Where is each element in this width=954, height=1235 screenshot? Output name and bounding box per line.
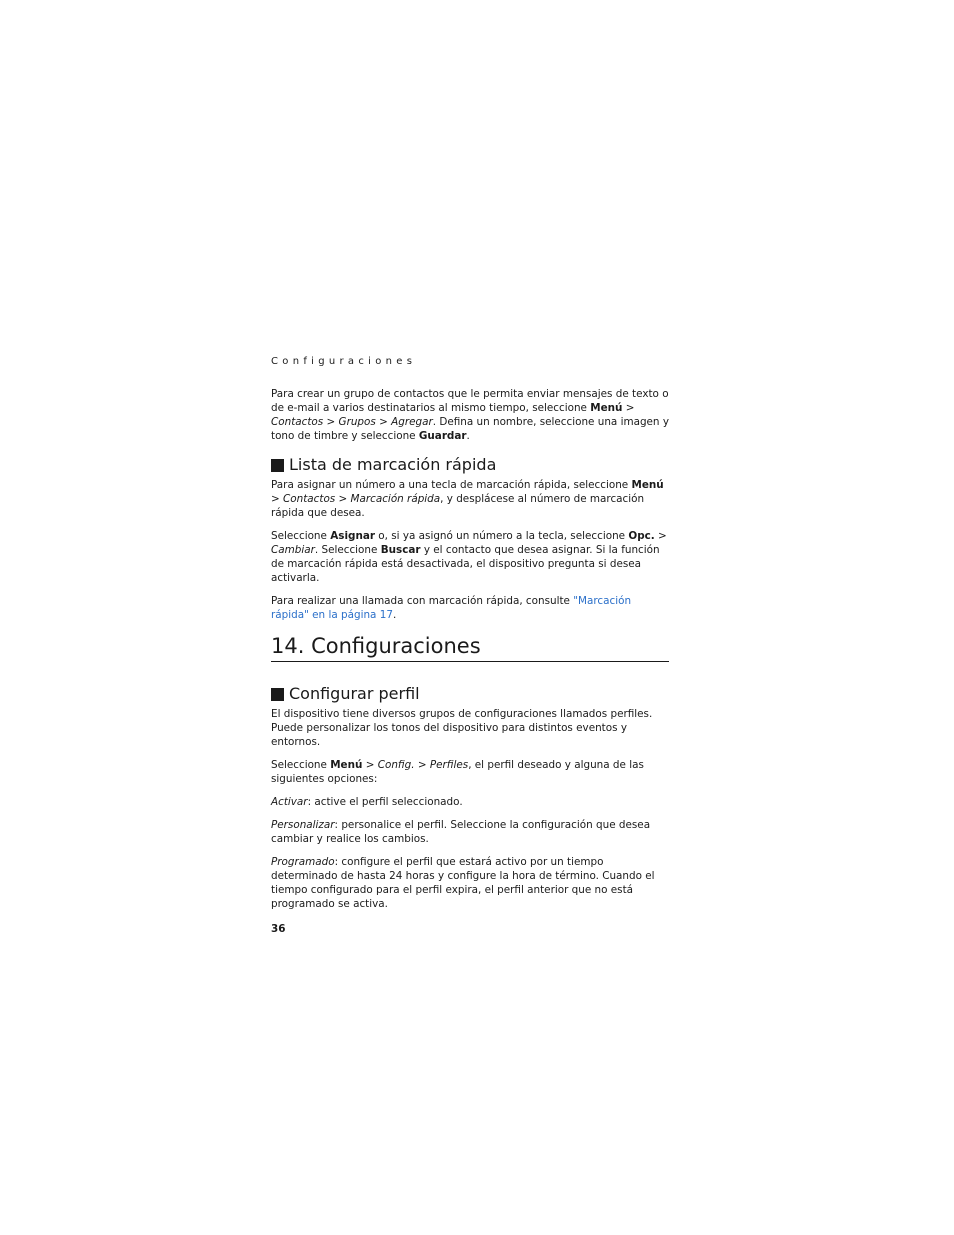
profile-paragraph-2: Seleccione Menú > Config. > Perfiles, el perfil deseado y alguna de las siguientes opciones: bbox=[271, 759, 644, 785]
profile-title: Configurar perfil bbox=[289, 684, 420, 703]
section-heading-speed-dial bbox=[271, 456, 669, 474]
profile-option-programado: Programado: configure el perfil que estará activo por un tiempo determinado de hasta 24 horas y configure la hora de término. Cuando el tiempo configurado para el perfil expira, el perfil anterior que no está programado se activa. bbox=[271, 856, 655, 910]
profile-paragraph-1: El dispositivo tiene diversos grupos de configuraciones llamados perfiles. Puede personalizar los tonos del dispositivo para distintos eventos y entornos. bbox=[271, 708, 653, 748]
square-bullet-icon bbox=[271, 459, 284, 472]
page-number: 36 bbox=[271, 923, 286, 935]
running-header: Configuraciones bbox=[271, 356, 417, 367]
profile-option-activar: Activar: active el perfil seleccionado. bbox=[271, 796, 463, 808]
speed-dial-paragraph-3: Para realizar una llamada con marcación rápida, consulte "Marcación rápida" en la página 17. bbox=[271, 595, 632, 621]
speed-dial-page-link[interactable]: "Marcación rápida" en la página 17 bbox=[271, 595, 632, 621]
speed-dial-paragraph-1: Para asignar un número a una tecla de marcación rápida, seleccione Menú > Contactos > Marcación rápida, y desplácese al número de marcación rápida que desea. bbox=[271, 479, 664, 519]
chapter-title: 14. Configuraciones bbox=[271, 634, 669, 662]
section-heading-profile bbox=[271, 685, 669, 703]
speed-dial-title: Lista de marcación rápida bbox=[289, 455, 497, 474]
page-content bbox=[271, 355, 669, 935]
square-bullet-icon bbox=[271, 688, 284, 701]
profile-option-personalizar: Personalizar: personalice el perfil. Seleccione la configuración que desea cambiar y realice los cambios. bbox=[271, 819, 651, 845]
speed-dial-paragraph-2: Seleccione Asignar o, si ya asignó un número a la tecla, seleccione Opc. > Cambiar. Seleccione Buscar y el contacto que desea asignar. Si la función de marcación rápida está desactivada, el dispositivo pregunta si desea activarla. bbox=[271, 530, 667, 584]
intro-paragraph: Para crear un grupo de contactos que le permita enviar mensajes de texto o de e-mail a varios destinatarios al mismo tiempo, seleccione Menú > Contactos > Grupos > Agregar. Defina un nombre, seleccione una imagen y tono de timbre y seleccione Guardar. bbox=[271, 388, 669, 442]
